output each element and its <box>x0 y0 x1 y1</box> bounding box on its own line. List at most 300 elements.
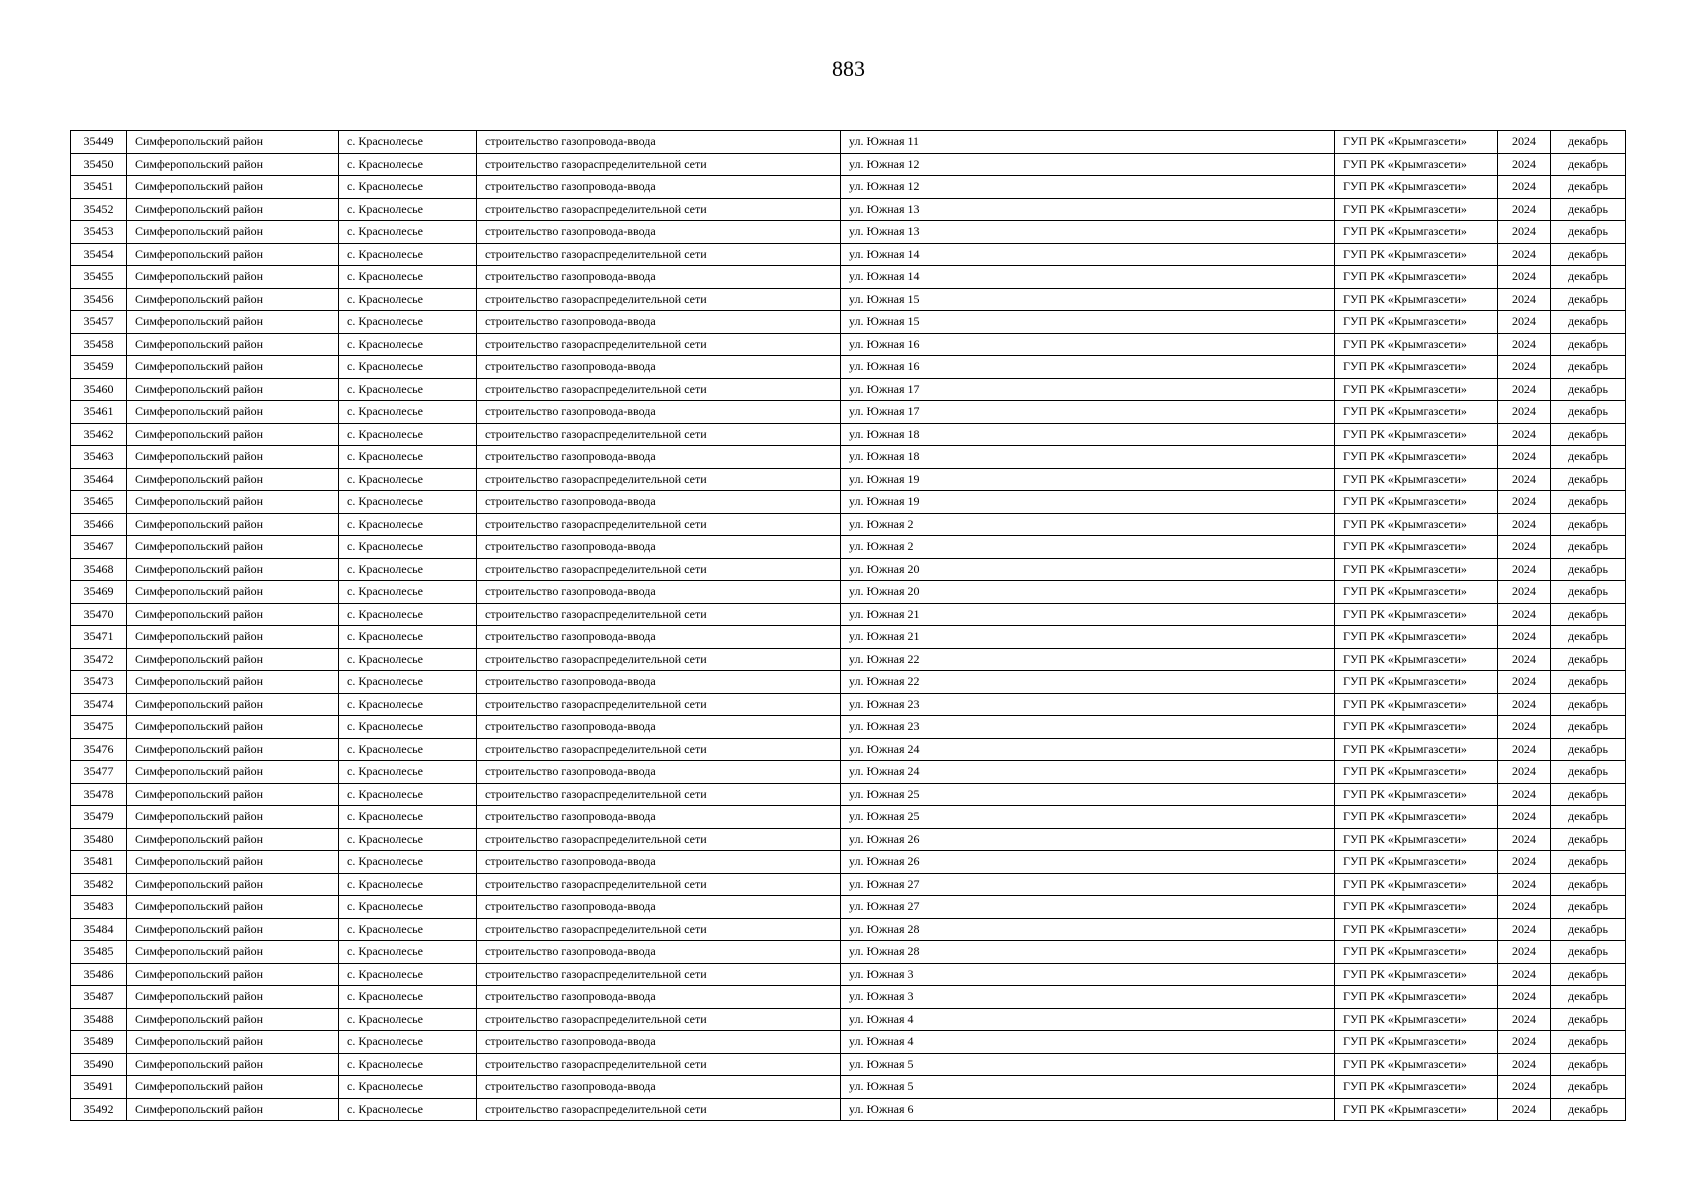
organization-cell: ГУП РК «Крымгазсети» <box>1335 941 1498 964</box>
district-cell: Симферопольский район <box>127 716 339 739</box>
settlement-cell: с. Краснолесье <box>339 693 477 716</box>
year-cell: 2024 <box>1498 243 1551 266</box>
row-number-cell: 35467 <box>71 536 127 559</box>
organization-cell: ГУП РК «Крымгазсети» <box>1335 468 1498 491</box>
month-cell: декабрь <box>1551 423 1626 446</box>
address-cell: ул. Южная 5 <box>841 1076 1335 1099</box>
settlement-cell: с. Краснолесье <box>339 671 477 694</box>
table-row <box>71 513 1626 536</box>
year-cell: 2024 <box>1498 401 1551 424</box>
row-number-cell: 35481 <box>71 851 127 874</box>
district-cell: Симферопольский район <box>127 311 339 334</box>
month-cell: декабрь <box>1551 288 1626 311</box>
address-cell: ул. Южная 3 <box>841 986 1335 1009</box>
settlement-cell: с. Краснолесье <box>339 153 477 176</box>
year-cell: 2024 <box>1498 468 1551 491</box>
work-type-cell: строительство газопровода-ввода <box>477 761 841 784</box>
organization-cell: ГУП РК «Крымгазсети» <box>1335 198 1498 221</box>
settlement-cell: с. Краснолесье <box>339 1031 477 1054</box>
month-cell: декабрь <box>1551 581 1626 604</box>
settlement-cell: с. Краснолесье <box>339 221 477 244</box>
month-cell: декабрь <box>1551 356 1626 379</box>
row-number-cell: 35482 <box>71 873 127 896</box>
month-cell: декабрь <box>1551 198 1626 221</box>
table-row <box>71 806 1626 829</box>
district-cell: Симферопольский район <box>127 806 339 829</box>
table-row <box>71 918 1626 941</box>
organization-cell: ГУП РК «Крымгазсети» <box>1335 266 1498 289</box>
settlement-cell: с. Краснолесье <box>339 333 477 356</box>
work-type-cell: строительство газопровода-ввода <box>477 446 841 469</box>
district-cell: Симферопольский район <box>127 1008 339 1031</box>
district-cell: Симферопольский район <box>127 626 339 649</box>
district-cell: Симферопольский район <box>127 828 339 851</box>
row-number-cell: 35473 <box>71 671 127 694</box>
settlement-cell: с. Краснолесье <box>339 401 477 424</box>
organization-cell: ГУП РК «Крымгазсети» <box>1335 378 1498 401</box>
month-cell: декабрь <box>1551 1008 1626 1031</box>
address-cell: ул. Южная 25 <box>841 783 1335 806</box>
organization-cell: ГУП РК «Крымгазсети» <box>1335 873 1498 896</box>
year-cell: 2024 <box>1498 1031 1551 1054</box>
settlement-cell: с. Краснолесье <box>339 356 477 379</box>
district-cell: Симферопольский район <box>127 581 339 604</box>
month-cell: декабрь <box>1551 851 1626 874</box>
settlement-cell: с. Краснолесье <box>339 828 477 851</box>
district-cell: Симферопольский район <box>127 671 339 694</box>
organization-cell: ГУП РК «Крымгазсети» <box>1335 581 1498 604</box>
row-number-cell: 35460 <box>71 378 127 401</box>
district-cell: Симферопольский район <box>127 783 339 806</box>
organization-cell: ГУП РК «Крымгазсети» <box>1335 401 1498 424</box>
district-cell: Симферопольский район <box>127 536 339 559</box>
address-cell: ул. Южная 15 <box>841 288 1335 311</box>
year-cell: 2024 <box>1498 693 1551 716</box>
table-row <box>71 446 1626 469</box>
year-cell: 2024 <box>1498 941 1551 964</box>
month-cell: декабрь <box>1551 221 1626 244</box>
row-number-cell: 35465 <box>71 491 127 514</box>
work-type-cell: строительство газораспределительной сети <box>477 423 841 446</box>
district-cell: Симферопольский район <box>127 1053 339 1076</box>
row-number-cell: 35483 <box>71 896 127 919</box>
settlement-cell: с. Краснолесье <box>339 1076 477 1099</box>
settlement-cell: с. Краснолесье <box>339 783 477 806</box>
district-cell: Симферопольский район <box>127 603 339 626</box>
row-number-cell: 35451 <box>71 176 127 199</box>
registry-table <box>70 130 1626 1121</box>
table-row <box>71 603 1626 626</box>
table-row <box>71 648 1626 671</box>
row-number-cell: 35486 <box>71 963 127 986</box>
address-cell: ул. Южная 11 <box>841 131 1335 154</box>
table-row <box>71 851 1626 874</box>
work-type-cell: строительство газораспределительной сети <box>477 558 841 581</box>
district-cell: Симферопольский район <box>127 558 339 581</box>
settlement-cell: с. Краснолесье <box>339 288 477 311</box>
work-type-cell: строительство газопровода-ввода <box>477 626 841 649</box>
organization-cell: ГУП РК «Крымгазсети» <box>1335 1098 1498 1121</box>
organization-cell: ГУП РК «Крымгазсети» <box>1335 851 1498 874</box>
organization-cell: ГУП РК «Крымгазсети» <box>1335 221 1498 244</box>
work-type-cell: строительство газопровода-ввода <box>477 131 841 154</box>
settlement-cell: с. Краснолесье <box>339 468 477 491</box>
address-cell: ул. Южная 27 <box>841 873 1335 896</box>
year-cell: 2024 <box>1498 918 1551 941</box>
year-cell: 2024 <box>1498 423 1551 446</box>
organization-cell: ГУП РК «Крымгазсети» <box>1335 176 1498 199</box>
month-cell: декабрь <box>1551 963 1626 986</box>
district-cell: Симферопольский район <box>127 963 339 986</box>
year-cell: 2024 <box>1498 491 1551 514</box>
work-type-cell: строительство газопровода-ввода <box>477 266 841 289</box>
work-type-cell: строительство газораспределительной сети <box>477 918 841 941</box>
address-cell: ул. Южная 6 <box>841 1098 1335 1121</box>
district-cell: Симферопольский район <box>127 131 339 154</box>
district-cell: Симферопольский район <box>127 986 339 1009</box>
address-cell: ул. Южная 28 <box>841 918 1335 941</box>
address-cell: ул. Южная 2 <box>841 513 1335 536</box>
month-cell: декабрь <box>1551 941 1626 964</box>
month-cell: декабрь <box>1551 131 1626 154</box>
organization-cell: ГУП РК «Крымгазсети» <box>1335 491 1498 514</box>
address-cell: ул. Южная 25 <box>841 806 1335 829</box>
district-cell: Симферопольский район <box>127 1098 339 1121</box>
work-type-cell: строительство газораспределительной сети <box>477 603 841 626</box>
year-cell: 2024 <box>1498 558 1551 581</box>
work-type-cell: строительство газораспределительной сети <box>477 693 841 716</box>
district-cell: Симферопольский район <box>127 401 339 424</box>
row-number-cell: 35480 <box>71 828 127 851</box>
month-cell: декабрь <box>1551 266 1626 289</box>
address-cell: ул. Южная 23 <box>841 693 1335 716</box>
address-cell: ул. Южная 15 <box>841 311 1335 334</box>
year-cell: 2024 <box>1498 356 1551 379</box>
settlement-cell: с. Краснолесье <box>339 536 477 559</box>
address-cell: ул. Южная 18 <box>841 423 1335 446</box>
settlement-cell: с. Краснолесье <box>339 918 477 941</box>
address-cell: ул. Южная 16 <box>841 333 1335 356</box>
district-cell: Симферопольский район <box>127 288 339 311</box>
row-number-cell: 35456 <box>71 288 127 311</box>
month-cell: декабрь <box>1551 783 1626 806</box>
month-cell: декабрь <box>1551 738 1626 761</box>
year-cell: 2024 <box>1498 1076 1551 1099</box>
row-number-cell: 35477 <box>71 761 127 784</box>
district-cell: Симферопольский район <box>127 468 339 491</box>
address-cell: ул. Южная 27 <box>841 896 1335 919</box>
table-row <box>71 581 1626 604</box>
work-type-cell: строительство газопровода-ввода <box>477 221 841 244</box>
district-cell: Симферопольский район <box>127 738 339 761</box>
organization-cell: ГУП РК «Крымгазсети» <box>1335 243 1498 266</box>
organization-cell: ГУП РК «Крымгазсети» <box>1335 1031 1498 1054</box>
organization-cell: ГУП РК «Крымгазсети» <box>1335 783 1498 806</box>
row-number-cell: 35475 <box>71 716 127 739</box>
settlement-cell: с. Краснолесье <box>339 198 477 221</box>
year-cell: 2024 <box>1498 963 1551 986</box>
month-cell: декабрь <box>1551 333 1626 356</box>
year-cell: 2024 <box>1498 198 1551 221</box>
page-number: 883 <box>832 56 865 81</box>
settlement-cell: с. Краснолесье <box>339 1053 477 1076</box>
month-cell: декабрь <box>1551 626 1626 649</box>
work-type-cell: строительство газопровода-ввода <box>477 941 841 964</box>
work-type-cell: строительство газораспределительной сети <box>477 378 841 401</box>
organization-cell: ГУП РК «Крымгазсети» <box>1335 806 1498 829</box>
organization-cell: ГУП РК «Крымгазсети» <box>1335 153 1498 176</box>
district-cell: Симферопольский район <box>127 153 339 176</box>
table-row <box>71 131 1626 154</box>
table-row <box>71 1098 1626 1121</box>
table-row <box>71 288 1626 311</box>
table-row <box>71 176 1626 199</box>
district-cell: Симферопольский район <box>127 761 339 784</box>
row-number-cell: 35459 <box>71 356 127 379</box>
work-type-cell: строительство газопровода-ввода <box>477 1031 841 1054</box>
district-cell: Симферопольский район <box>127 378 339 401</box>
year-cell: 2024 <box>1498 288 1551 311</box>
year-cell: 2024 <box>1498 266 1551 289</box>
table-row <box>71 1076 1626 1099</box>
year-cell: 2024 <box>1498 221 1551 244</box>
address-cell: ул. Южная 24 <box>841 761 1335 784</box>
month-cell: декабрь <box>1551 896 1626 919</box>
settlement-cell: с. Краснолесье <box>339 761 477 784</box>
month-cell: декабрь <box>1551 761 1626 784</box>
row-number-cell: 35490 <box>71 1053 127 1076</box>
month-cell: декабрь <box>1551 446 1626 469</box>
table-row <box>71 693 1626 716</box>
table-row <box>71 986 1626 1009</box>
organization-cell: ГУП РК «Крымгазсети» <box>1335 626 1498 649</box>
month-cell: декабрь <box>1551 693 1626 716</box>
row-number-cell: 35484 <box>71 918 127 941</box>
year-cell: 2024 <box>1498 513 1551 536</box>
table-row <box>71 243 1626 266</box>
year-cell: 2024 <box>1498 626 1551 649</box>
address-cell: ул. Южная 21 <box>841 603 1335 626</box>
address-cell: ул. Южная 17 <box>841 401 1335 424</box>
table-row <box>71 378 1626 401</box>
organization-cell: ГУП РК «Крымгазсети» <box>1335 131 1498 154</box>
month-cell: декабрь <box>1551 1098 1626 1121</box>
year-cell: 2024 <box>1498 761 1551 784</box>
table-row <box>71 783 1626 806</box>
district-cell: Симферопольский район <box>127 266 339 289</box>
address-cell: ул. Южная 19 <box>841 491 1335 514</box>
year-cell: 2024 <box>1498 896 1551 919</box>
row-number-cell: 35489 <box>71 1031 127 1054</box>
row-number-cell: 35491 <box>71 1076 127 1099</box>
settlement-cell: с. Краснолесье <box>339 1098 477 1121</box>
settlement-cell: с. Краснолесье <box>339 603 477 626</box>
work-type-cell: строительство газораспределительной сети <box>477 333 841 356</box>
table-row <box>71 738 1626 761</box>
row-number-cell: 35449 <box>71 131 127 154</box>
row-number-cell: 35463 <box>71 446 127 469</box>
address-cell: ул. Южная 14 <box>841 243 1335 266</box>
year-cell: 2024 <box>1498 806 1551 829</box>
work-type-cell: строительство газопровода-ввода <box>477 1076 841 1099</box>
district-cell: Симферопольский район <box>127 513 339 536</box>
month-cell: декабрь <box>1551 311 1626 334</box>
month-cell: декабрь <box>1551 986 1626 1009</box>
work-type-cell: строительство газопровода-ввода <box>477 896 841 919</box>
year-cell: 2024 <box>1498 1098 1551 1121</box>
district-cell: Симферопольский район <box>127 491 339 514</box>
table-row <box>71 558 1626 581</box>
settlement-cell: с. Краснолесье <box>339 378 477 401</box>
work-type-cell: строительство газораспределительной сети <box>477 468 841 491</box>
row-number-cell: 35470 <box>71 603 127 626</box>
work-type-cell: строительство газопровода-ввода <box>477 176 841 199</box>
address-cell: ул. Южная 19 <box>841 468 1335 491</box>
year-cell: 2024 <box>1498 828 1551 851</box>
table-row <box>71 716 1626 739</box>
year-cell: 2024 <box>1498 738 1551 761</box>
year-cell: 2024 <box>1498 671 1551 694</box>
organization-cell: ГУП РК «Крымгазсети» <box>1335 536 1498 559</box>
organization-cell: ГУП РК «Крымгазсети» <box>1335 423 1498 446</box>
month-cell: декабрь <box>1551 153 1626 176</box>
organization-cell: ГУП РК «Крымгазсети» <box>1335 558 1498 581</box>
table-row <box>71 356 1626 379</box>
table-row <box>71 536 1626 559</box>
work-type-cell: строительство газопровода-ввода <box>477 671 841 694</box>
table-row <box>71 761 1626 784</box>
year-cell: 2024 <box>1498 153 1551 176</box>
row-number-cell: 35485 <box>71 941 127 964</box>
table-row <box>71 333 1626 356</box>
settlement-cell: с. Краснолесье <box>339 243 477 266</box>
work-type-cell: строительство газораспределительной сети <box>477 738 841 761</box>
address-cell: ул. Южная 22 <box>841 671 1335 694</box>
address-cell: ул. Южная 13 <box>841 221 1335 244</box>
address-cell: ул. Южная 3 <box>841 963 1335 986</box>
row-number-cell: 35466 <box>71 513 127 536</box>
settlement-cell: с. Краснолесье <box>339 806 477 829</box>
organization-cell: ГУП РК «Крымгазсети» <box>1335 738 1498 761</box>
district-cell: Симферопольский район <box>127 1031 339 1054</box>
settlement-cell: с. Краснолесье <box>339 626 477 649</box>
organization-cell: ГУП РК «Крымгазсети» <box>1335 356 1498 379</box>
month-cell: декабрь <box>1551 1031 1626 1054</box>
work-type-cell: строительство газопровода-ввода <box>477 716 841 739</box>
district-cell: Симферопольский район <box>127 176 339 199</box>
row-number-cell: 35474 <box>71 693 127 716</box>
year-cell: 2024 <box>1498 446 1551 469</box>
month-cell: декабрь <box>1551 1053 1626 1076</box>
year-cell: 2024 <box>1498 311 1551 334</box>
settlement-cell: с. Краснолесье <box>339 941 477 964</box>
address-cell: ул. Южная 17 <box>841 378 1335 401</box>
settlement-cell: с. Краснолесье <box>339 738 477 761</box>
settlement-cell: с. Краснолесье <box>339 423 477 446</box>
year-cell: 2024 <box>1498 581 1551 604</box>
work-type-cell: строительство газораспределительной сети <box>477 513 841 536</box>
table-row <box>71 311 1626 334</box>
work-type-cell: строительство газораспределительной сети <box>477 873 841 896</box>
district-cell: Симферопольский район <box>127 648 339 671</box>
month-cell: декабрь <box>1551 378 1626 401</box>
address-cell: ул. Южная 21 <box>841 626 1335 649</box>
year-cell: 2024 <box>1498 131 1551 154</box>
work-type-cell: строительство газораспределительной сети <box>477 1098 841 1121</box>
address-cell: ул. Южная 13 <box>841 198 1335 221</box>
district-cell: Симферопольский район <box>127 1076 339 1099</box>
work-type-cell: строительство газораспределительной сети <box>477 153 841 176</box>
organization-cell: ГУП РК «Крымгазсети» <box>1335 648 1498 671</box>
table-row <box>71 153 1626 176</box>
organization-cell: ГУП РК «Крымгазсети» <box>1335 963 1498 986</box>
row-number-cell: 35452 <box>71 198 127 221</box>
district-cell: Симферопольский район <box>127 356 339 379</box>
row-number-cell: 35487 <box>71 986 127 1009</box>
district-cell: Симферопольский район <box>127 243 339 266</box>
year-cell: 2024 <box>1498 333 1551 356</box>
address-cell: ул. Южная 18 <box>841 446 1335 469</box>
row-number-cell: 35469 <box>71 581 127 604</box>
month-cell: декабрь <box>1551 468 1626 491</box>
organization-cell: ГУП РК «Крымгазсети» <box>1335 311 1498 334</box>
month-cell: декабрь <box>1551 603 1626 626</box>
row-number-cell: 35462 <box>71 423 127 446</box>
settlement-cell: с. Краснолесье <box>339 986 477 1009</box>
organization-cell: ГУП РК «Крымгазсети» <box>1335 1053 1498 1076</box>
month-cell: декабрь <box>1551 716 1626 739</box>
district-cell: Симферопольский район <box>127 333 339 356</box>
month-cell: декабрь <box>1551 513 1626 536</box>
settlement-cell: с. Краснолесье <box>339 851 477 874</box>
organization-cell: ГУП РК «Крымгазсети» <box>1335 761 1498 784</box>
month-cell: декабрь <box>1551 828 1626 851</box>
month-cell: декабрь <box>1551 401 1626 424</box>
month-cell: декабрь <box>1551 1076 1626 1099</box>
row-number-cell: 35464 <box>71 468 127 491</box>
address-cell: ул. Южная 12 <box>841 153 1335 176</box>
work-type-cell: строительство газопровода-ввода <box>477 536 841 559</box>
row-number-cell: 35458 <box>71 333 127 356</box>
address-cell: ул. Южная 22 <box>841 648 1335 671</box>
district-cell: Симферопольский район <box>127 896 339 919</box>
row-number-cell: 35454 <box>71 243 127 266</box>
settlement-cell: с. Краснолесье <box>339 648 477 671</box>
address-cell: ул. Южная 20 <box>841 581 1335 604</box>
year-cell: 2024 <box>1498 1053 1551 1076</box>
table-row <box>71 828 1626 851</box>
district-cell: Симферопольский район <box>127 918 339 941</box>
work-type-cell: строительство газопровода-ввода <box>477 491 841 514</box>
row-number-cell: 35450 <box>71 153 127 176</box>
work-type-cell: строительство газопровода-ввода <box>477 986 841 1009</box>
month-cell: декабрь <box>1551 873 1626 896</box>
table-row <box>71 671 1626 694</box>
year-cell: 2024 <box>1498 603 1551 626</box>
organization-cell: ГУП РК «Крымгазсети» <box>1335 513 1498 536</box>
row-number-cell: 35468 <box>71 558 127 581</box>
district-cell: Симферопольский район <box>127 873 339 896</box>
year-cell: 2024 <box>1498 716 1551 739</box>
organization-cell: ГУП РК «Крымгазсети» <box>1335 603 1498 626</box>
address-cell: ул. Южная 28 <box>841 941 1335 964</box>
settlement-cell: с. Краснолесье <box>339 311 477 334</box>
settlement-cell: с. Краснолесье <box>339 176 477 199</box>
work-type-cell: строительство газопровода-ввода <box>477 311 841 334</box>
address-cell: ул. Южная 2 <box>841 536 1335 559</box>
address-cell: ул. Южная 12 <box>841 176 1335 199</box>
organization-cell: ГУП РК «Крымгазсети» <box>1335 716 1498 739</box>
